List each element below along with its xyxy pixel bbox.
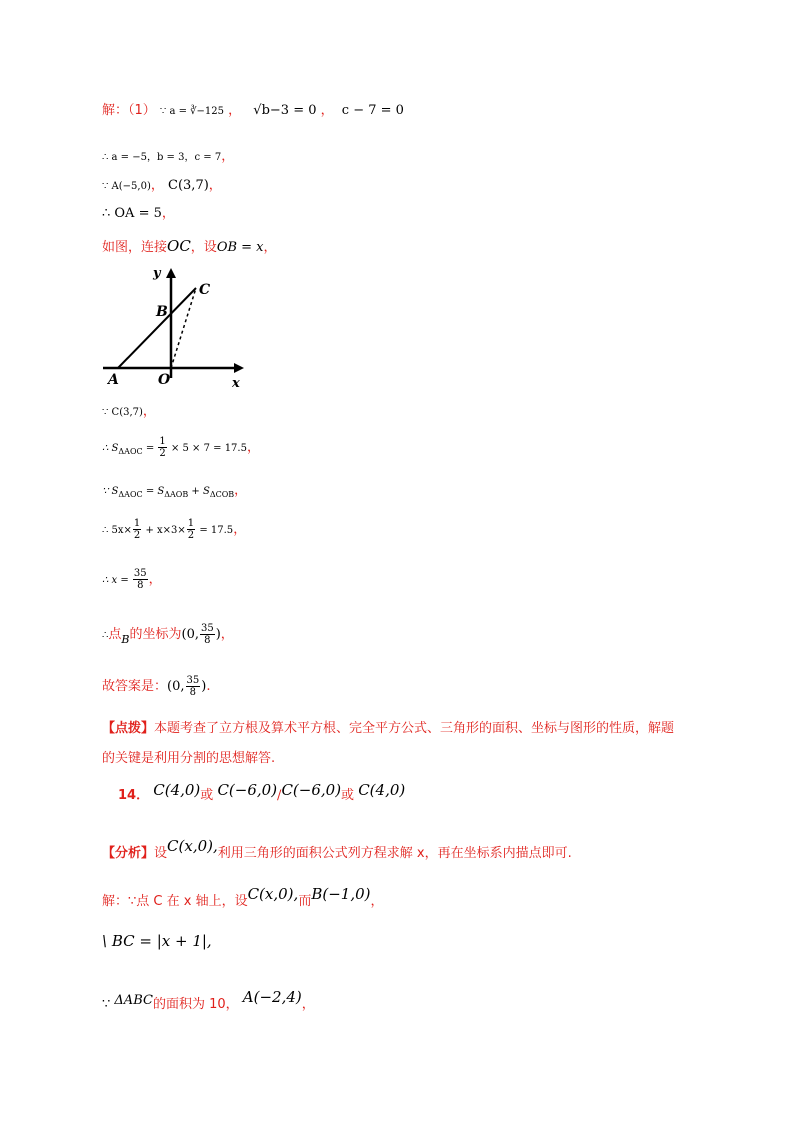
coordinate: (0, [167,679,185,694]
area-value: × 5 × 7 = 17.5 [167,443,247,454]
equation-part: ∴ x = [102,575,132,586]
text: 点 [108,627,122,642]
denominator: 2 [159,448,166,459]
comment-line-1 [102,720,674,738]
question-number: 14． [118,788,150,803]
point-c: ∵ C(3,7) [102,407,143,418]
separator: . [206,679,211,694]
solution-line-9 [102,515,246,546]
therefore-symbol: ∴ [102,630,109,641]
y-axis-arrow [166,268,176,278]
equation-part: ∴ 5x× [102,525,132,536]
denominator: 8 [137,580,144,591]
separator: ， [234,483,248,498]
separator: ， [228,103,242,118]
fraction-35-8 [133,568,148,591]
fraction-half [133,518,141,541]
equation-b: √b−3 = 0 [253,103,317,118]
solution-line-3 [102,177,222,196]
or-text: 或 [200,788,214,803]
analysis-tag: 【分析】 [102,846,155,861]
label-o: O [158,372,171,388]
comment-text: 的关键是利用分割的思想解答. [102,751,276,766]
label-b: B [156,304,168,320]
area-subscript: ΔAOC [118,490,143,499]
denominator: 2 [133,530,141,541]
numerator: 35 [186,675,200,686]
solution-line-17 [102,882,384,914]
separator: ， [233,522,247,537]
segment-ac [118,288,196,368]
text: 如图，连接 [102,240,168,255]
comment-line-2 [102,750,275,768]
solution-line-2 [102,148,234,167]
numerator: 1 [187,518,195,529]
slash: / [277,788,282,803]
area-subscript: ΔAOC [118,447,143,456]
equation-part: + x×3× [142,525,186,536]
fraction-35-8 [200,623,215,646]
text: 的坐标为 [129,627,182,642]
fraction-half [158,436,166,459]
point-c: C(x,0), [167,837,218,855]
text: 而 [298,894,312,909]
separator: ， [148,572,162,587]
numerator: 1 [159,436,166,447]
solution-label: 解：（1） [102,103,156,118]
point-label-b: B [121,633,130,646]
separator: ， [221,149,235,164]
equation-part: = 17.5 [196,525,234,536]
text: 的面积为 10， [152,997,239,1012]
or-text: 或 [341,788,355,803]
label-x: x [232,376,240,391]
equation-values: ∴ a = −5，b = 3，c = 7 [102,152,222,163]
coordinate: ) [215,627,221,642]
point-c: C(3,7) [168,178,209,193]
text: ，设 [190,240,217,255]
numerator: 35 [133,568,147,579]
separator: ， [161,206,175,221]
numerator: 1 [133,518,141,529]
coordinate-figure [100,262,260,392]
analysis-line [102,834,572,866]
x-axis-arrow [234,363,244,373]
denominator: 2 [187,530,195,541]
solution-line-11 [102,620,234,655]
separator: ， [301,997,315,1012]
denominator: 8 [204,635,211,646]
answer-option: C(4,0) [358,781,406,799]
label-a: A [108,372,119,388]
separator: ， [246,440,260,455]
coordinate: ) [201,679,207,694]
question-14-answer [118,778,405,808]
text: 设 [154,846,168,861]
point-a: ∵ A(−5,0) [102,181,151,192]
answer-label: 故答案是： [102,679,168,694]
oa-length: ∴ OA = 5 [102,206,162,221]
separator: ， [370,894,384,909]
area-symbol: ∵ S [102,486,119,497]
solution-line-1 [102,102,404,121]
numerator: 35 [200,623,214,634]
triangle-abc: ΔABC [114,993,153,1008]
separator: ， [142,404,156,419]
solution-line-7 [102,433,260,467]
comment-tag: 【点拨】 [102,721,155,736]
separator: ， [320,103,334,118]
coordinate: (0, [181,627,199,642]
area-symbol: + S [188,486,210,497]
segment-oc: OC [167,237,191,255]
equals: = [142,443,158,454]
denominator: 8 [189,687,197,698]
answer-option: C(−6,0) [217,781,278,799]
solution-line-12 [102,672,210,702]
area-subscript: ΔAOB [164,490,189,499]
point-c: C(x,0), [247,885,299,903]
label-y: y [153,266,161,281]
comment-text: 本题考查了立方根及算术平方根、完全平方公式、三角形的面积、坐标与图形的性质，解题 [154,721,675,736]
equation-c: c − 7 = 0 [341,103,404,118]
area-symbol: = S [142,486,165,497]
answer-option: C(4,0) [153,781,201,799]
equation-a: ∵ a = ∛−125 [159,106,224,117]
area-subscript: ΔCOB [209,490,235,499]
because-symbol: ∵ [102,997,111,1012]
fraction-35-8 [186,675,201,698]
solution-line-5 [102,237,277,257]
separator: ， [263,240,277,255]
text: 解：∵点 C 在 x 轴上，设 [102,894,248,909]
solution-line-19 [102,985,315,1017]
bc-length: \ BC = |x + 1|, [102,932,212,950]
solution-line-8 [102,482,247,504]
solution-line-18 [102,932,212,952]
point-b: B(−1,0) [311,885,371,903]
segment-ob: OB = x [216,240,264,255]
separator: ， [220,627,234,642]
text: 利用三角形的面积公式列方程求解 x，再在坐标系内描点即可. [217,846,572,861]
solution-line-6 [102,403,156,422]
separator: ， [150,178,164,193]
fraction-half [187,518,195,541]
solution-line-10 [102,565,162,596]
area-symbol: ∴ S [102,443,119,454]
point-a: A(−2,4) [242,988,302,1006]
label-c: C [199,282,211,298]
answer-option: C(−6,0) [281,781,342,799]
separator: ， [208,178,222,193]
solution-line-4 [102,205,175,223]
